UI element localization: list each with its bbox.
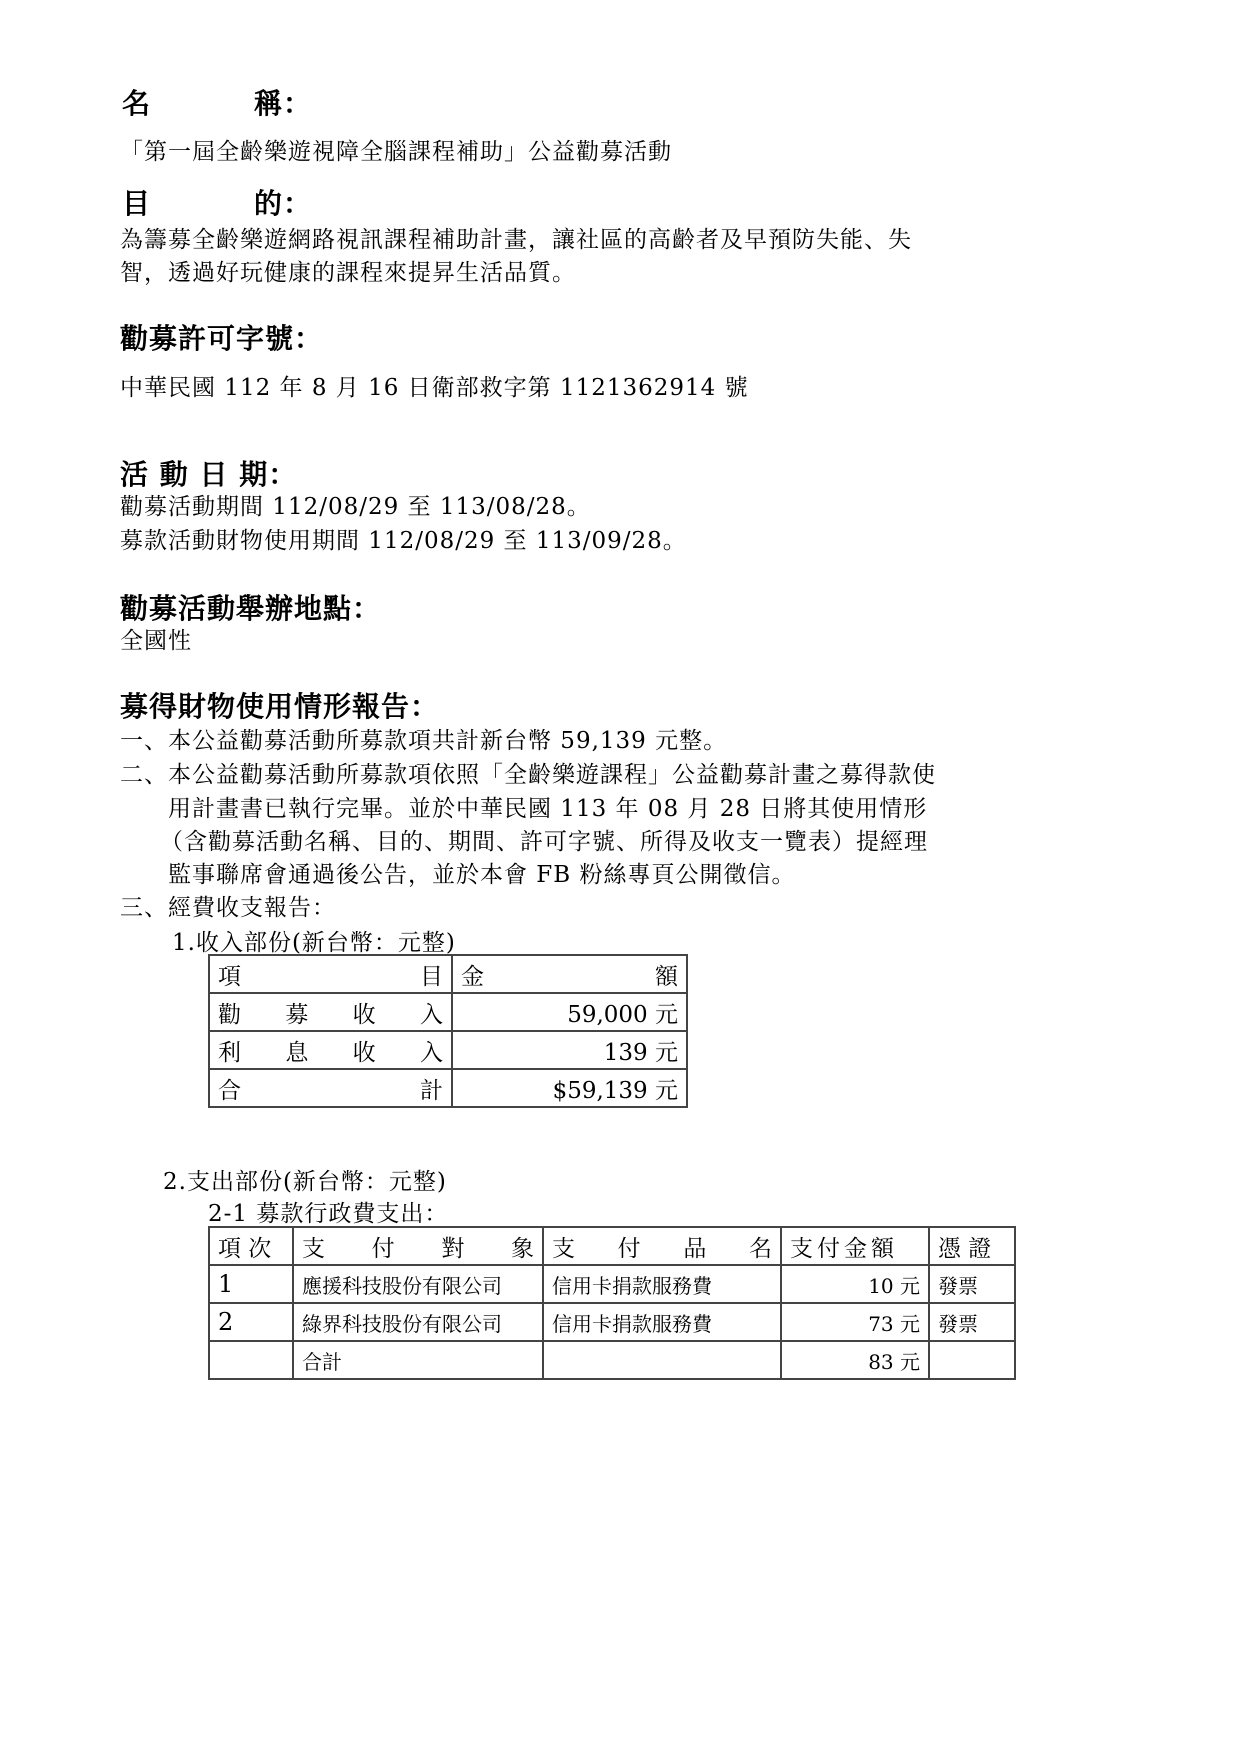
income-amount: 139 元 [452, 1031, 687, 1069]
income-item [209, 1031, 452, 1069]
expense-row [209, 1265, 1015, 1303]
header-char: 象 [510, 1235, 534, 1262]
expense-table [208, 1226, 1016, 1380]
header-amount: 支付金額 [781, 1227, 929, 1265]
expense-header-row [209, 1227, 1015, 1265]
expense-amount: 73 元 [781, 1303, 929, 1341]
report-item-2-line: （含勸募活動名稱、目的、期間、許可字號、所得及收支一覽表）提經理 [160, 829, 928, 855]
expense-total-row [209, 1341, 1015, 1379]
activity-name: 「第一屆全齡樂遊視障全腦課程補助」公益勸募活動 [120, 139, 672, 165]
header-char: 支 [302, 1235, 325, 1262]
income-item [209, 993, 452, 1031]
permit-heading: 勸募許可字號： [120, 322, 324, 355]
header-voucher: 憑 證 [929, 1227, 1015, 1265]
header-char: 付 [371, 1235, 395, 1262]
item-char: 募 [285, 1001, 309, 1028]
income-header-item [209, 955, 452, 993]
item-char: 勸 [218, 1001, 241, 1028]
expense-payee: 應援科技股份有限公司 [293, 1265, 543, 1303]
header-char: 項 [218, 963, 241, 990]
report-item-2-line: 監事聯席會通過後公告，並於本會 FB 粉絲專頁公開徵信。 [168, 862, 796, 888]
income-total-label [209, 1069, 452, 1107]
expense-no: 1 [209, 1265, 293, 1303]
header-char: 品 [683, 1235, 707, 1262]
expense-total-voucher [929, 1341, 1015, 1379]
expense-total-no [209, 1341, 293, 1379]
item-char: 利 [218, 1039, 241, 1066]
expense-voucher: 發票 [929, 1303, 1015, 1341]
dates-heading: 活 動 日 期： [120, 458, 298, 491]
expense-item: 信用卡捐款服務費 [543, 1303, 781, 1341]
header-char: 目 [420, 963, 443, 990]
name-heading-char: 名 [122, 87, 152, 120]
header-char: 對 [441, 1235, 465, 1262]
header-payee [293, 1227, 543, 1265]
name-heading [122, 82, 312, 122]
report-item-3: 三、經費收支報告： [120, 895, 336, 921]
expense-total-amount: 83 元 [781, 1341, 929, 1379]
header-char: 金 [461, 963, 484, 990]
income-total-amount: $59,139 元 [452, 1069, 687, 1107]
location-heading: 勸募活動舉辦地點： [120, 592, 382, 625]
income-row [209, 1031, 687, 1069]
purpose-line: 智，透過好玩健康的課程來提昇生活品質。 [120, 260, 576, 286]
report-item-1: 一、本公益勸募活動所募款項共計新台幣 59,139 元整。 [120, 728, 728, 754]
expense-amount: 10 元 [781, 1265, 929, 1303]
item-char: 合 [218, 1077, 241, 1104]
permit-number: 中華民國 112 年 8 月 16 日衛部救字第 1121362914 號 [120, 375, 749, 401]
expense-subtitle: 2-1 募款行政費支出： [208, 1201, 449, 1227]
expense-row [209, 1303, 1015, 1341]
dates-line: 募款活動財物使用期間 112/08/29 至 113/09/28。 [120, 528, 687, 554]
report-heading: 募得財物使用情形報告： [120, 690, 440, 723]
income-header-row [209, 955, 687, 993]
purpose-heading [122, 182, 312, 222]
header-char: 名 [748, 1235, 772, 1262]
header-char: 付 [617, 1235, 641, 1262]
header-item [543, 1227, 781, 1265]
item-char: 息 [285, 1039, 309, 1066]
expense-no: 2 [209, 1303, 293, 1341]
report-item-2-line: 用計畫書已執行完畢。並於中華民國 113 年 08 月 28 日將其使用情形 [168, 796, 928, 822]
location-value: 全國性 [120, 628, 192, 654]
income-row [209, 993, 687, 1031]
income-table [208, 954, 688, 1108]
name-heading-char: 稱： [253, 87, 312, 120]
expense-total-item [543, 1341, 781, 1379]
purpose-line: 為籌募全齡樂遊網路視訊課程補助計畫，讓社區的高齡者及早預防失能、失 [120, 227, 912, 253]
header-no: 項 次 [209, 1227, 293, 1265]
item-char: 入 [419, 1039, 443, 1066]
expense-title: 2.支出部份(新台幣：元整) [163, 1169, 447, 1195]
purpose-heading-char: 的： [253, 187, 312, 220]
purpose-heading-char: 目 [122, 187, 152, 220]
item-char: 收 [352, 1039, 376, 1066]
item-char: 計 [420, 1077, 443, 1104]
dates-line: 勸募活動期間 112/08/29 至 113/08/28。 [120, 494, 591, 520]
header-char: 支 [552, 1235, 575, 1262]
expense-item: 信用卡捐款服務費 [543, 1265, 781, 1303]
income-total-row [209, 1069, 687, 1107]
expense-voucher: 發票 [929, 1265, 1015, 1303]
header-char: 額 [655, 963, 678, 990]
item-char: 收 [352, 1001, 376, 1028]
item-char: 入 [419, 1001, 443, 1028]
expense-total-label: 合計 [293, 1341, 543, 1379]
income-amount: 59,000 元 [452, 993, 687, 1031]
income-title: 1.收入部份(新台幣：元整) [172, 930, 456, 956]
report-item-2-line: 二、本公益勸募活動所募款項依照「全齡樂遊課程」公益勸募計畫之募得款使 [120, 762, 936, 788]
income-header-amount [452, 955, 687, 993]
expense-payee: 綠界科技股份有限公司 [293, 1303, 543, 1341]
